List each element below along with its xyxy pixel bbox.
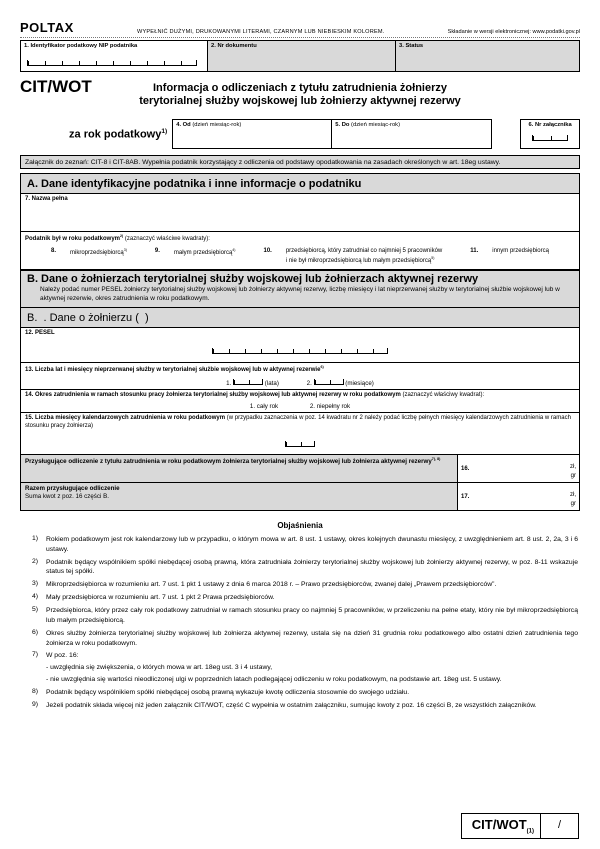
- status-label: 3. Status: [399, 43, 424, 49]
- deduction-currency: zł, gr: [570, 464, 576, 479]
- date-from-field[interactable]: [172, 119, 332, 149]
- form-title-line2: terytorialnej służby wojskowej lub żołnierzy aktywnej rezerwy: [139, 94, 461, 107]
- service-duration-field: [21, 363, 579, 390]
- service-duration-inputs: [25, 379, 575, 387]
- taxpayer-status-row: [21, 232, 579, 270]
- footnotes-title: Objaśnienia: [277, 520, 323, 530]
- footnotes-list: [20, 535, 580, 711]
- footnote-item: 6) Okres służby żołnierza terytorialnej służby wojskowej lub żołnierza aktywnej rezerwy, ustala się na dzień 31 grudnia roku podatkowego albo ostatni dzień zatrudnienia tego żołnierza w roku podatkowym.: [32, 628, 578, 647]
- months-comb[interactable]: [314, 379, 344, 385]
- checkbox-option-other-label: innym przedsiębiorcą: [492, 247, 549, 254]
- employment-months-label: 15. Liczba miesięcy kalendarzowych zatrudnienia w roku podatkowym (w przypadku zaznaczenia w poz. 14 kwadratu nr 2 należy podać liczbę pełnych miesięcy kalendarzowych zatrudnienia w ramach stosunku pracy żołnierza): [25, 415, 571, 430]
- attachment-number-label: 6. Nr załącznika: [528, 122, 572, 128]
- pesel-digit-comb[interactable]: [212, 348, 388, 354]
- checkbox-option-5plus-label: przedsiębiorcą, który zatrudniał co najmniej 5 pracowników i nie był mikroprzedsiębiorcą lub małym przedsiębiorcą$^{5)}$: [285, 247, 443, 264]
- total-deduction-label-cell: Razem przysługujące odliczenie Suma kwot z poz. 16 części B.: [21, 483, 458, 510]
- deduction-number: 16.: [461, 465, 470, 472]
- date-from-hint: (dzień miesiąc-rok): [190, 122, 242, 128]
- footer-form-code: CIT/$WOT_{(1)}$: [471, 817, 534, 835]
- footnote-item: 2) Podatnik będący wspólnikiem spółki niebędącej osobą prawną, która zatrudniała żołnierzy terytorialnej służby wojskowej lub żołnierzy aktywnej rezerwy, w poz. 8-11 wskazuje status tej spółki.: [32, 557, 578, 576]
- total-deduction-currency: zł, gr: [570, 492, 576, 507]
- section-b-title: B. Dane o żołnierzach terytorialnej służby wojskowej lub żołnierzach aktywnej rezerwy: [27, 273, 479, 286]
- nip-field[interactable]: [20, 40, 208, 72]
- years-comb[interactable]: [233, 379, 263, 385]
- form-code: CIT/WOT: [20, 77, 92, 96]
- footer-form-code-box: [461, 813, 579, 839]
- date-to-field[interactable]: [332, 119, 492, 149]
- employment-months-field: [21, 413, 579, 455]
- full-name-label: 7. Nazwa pełna: [25, 196, 68, 202]
- checkbox-option-small-label: małym przedsiębiorcą$^{4)}$: [173, 247, 236, 256]
- pesel-label: 12. PESEL: [25, 329, 55, 336]
- checkbox-option-5plus[interactable]: 10. przedsiębiorcą, który zatrudniał co najmniej 5 pracowników i nie był mikroprzedsiębiorcą lub małym przedsiębiorcą$^{5)}$: [263, 247, 443, 264]
- partial-year-option[interactable]: 2. niepełny rok: [309, 403, 351, 411]
- years-input-group[interactable]: 1. (lata): [226, 379, 279, 387]
- poltax-logo: POLTAX: [20, 20, 74, 35]
- checkbox-option-other[interactable]: 11. innym przedsiębiorcą: [470, 248, 549, 266]
- deduction-label-cell: Przysługujące odliczenie z tytułu zatrudnienia w roku podatkowym żołnierza terytorialnej służby wojskowej lub żołnierza aktywnej rezerwy$^{7), 8)}$: [21, 455, 458, 482]
- footer-page-number: /: [540, 814, 578, 838]
- employment-period-options: [25, 403, 575, 410]
- soldier-subsection-header: B. . Dane o żołnierzu ( ): [21, 308, 579, 328]
- employment-period-label: 14. Okres zatrudnienia w ramach stosunku pracy żołnierza terytorialnej służby wojskowej lub aktywnej rezerwy w roku podatkowym (zaznaczyć właściwy kwadrat):: [25, 391, 485, 398]
- status-field: [396, 40, 580, 72]
- date-to-label: 5. Do: [335, 122, 350, 128]
- attachment-note-bar: Załącznik do zeznań: CIT-8 i CIT-8AB. Wypełnia podatnik korzystający z odliczenia od podstawy opodatkowania na zasadach określonych w art. 18eg ustawy.: [20, 155, 580, 169]
- deduction-value-cell[interactable]: [458, 455, 579, 482]
- attachment-number-comb[interactable]: [532, 135, 568, 141]
- deduction-row: [21, 455, 579, 483]
- total-deduction-value-cell[interactable]: [458, 483, 579, 510]
- nip-label: 1. Identyfikator podatkowy NIP podatnika: [24, 43, 138, 49]
- tax-year-label: za rok podatkowy$^{1)}$: [69, 128, 168, 141]
- fill-instruction: WYPEŁNIĆ DUŻYMI, DRUKOWANYMI LITERAMI, CZARNYM LUB NIEBIESKIM KOLOREM.: [136, 29, 385, 35]
- footnote-item: 9) Jeżeli podatnik składa więcej niż jeden załącznik CIT/WOT, część C wypełnia w ostatnim załączniku, sumując kwoty z poz. 16 części B, ze wszystkich załączników.: [32, 700, 537, 709]
- section-b-note: Należy podać numer PESEL żołnierzy terytorialnej służby wojskowej lub żołnierzy aktywnej rezerwy, liczbę miesięcy i lat nieprzerwanej służby w terytorialnej służbie wojskowej lub w aktywnej rezerwie, okres zatrudnienia w roku podatkowym.: [40, 286, 560, 303]
- efiling-note: Składanie w wersji elektronicznej: www.podatki.gov.pl: [447, 29, 580, 35]
- checkbox-option-small[interactable]: 9. małym przedsiębiorcą$^{4)}$: [155, 248, 236, 266]
- title-band: [20, 75, 580, 113]
- form-title-line1: Informacja o odliczeniach z tytułu zatrudnienia żołnierzy: [153, 82, 447, 94]
- nip-digit-comb[interactable]: [27, 60, 197, 66]
- checkbox-option-micro-label: mikroprzedsiębiorcą$^{3)}$: [70, 247, 127, 256]
- taxpayer-status-label: Podatnik był w roku podatkowym$^{2)}$ (zaznaczyć właściwe kwadraty):: [25, 234, 210, 242]
- footnote-item: 7) W poz. 16: - uwzględnia się zwiększenia, o których mowa w art. 18eg ust. 3 i 4 ustawy, - nie uwzględnia się wartości nieodliczonej ulgi w poprzednich latach podlegającej odliczeniu w roku podatkowym, na podstawie art. 18eg ust. 5 ustawy.: [20, 651, 580, 685]
- months-input-group[interactable]: 2. (miesiące): [306, 379, 374, 387]
- full-name-field[interactable]: [21, 194, 579, 232]
- id-boxes-row: [20, 40, 580, 72]
- form-title: [20, 75, 580, 107]
- section-b-header: [21, 270, 579, 308]
- document-number-label: 2. Nr dokumentu: [211, 43, 257, 49]
- employment-period-field: [21, 390, 579, 414]
- footnote-item: 3) Mikroprzedsiębiorca w rozumieniu art. 7 ust. 1 pkt 1 ustawy z dnia 6 marca 2018 r. – Prawo przedsiębiorców, zwanej dalej „Prawem przedsiębiorców”.: [32, 580, 497, 589]
- section-a-header: A. Dane identyfikacyjne podatnika i inne informacje o podatniku: [21, 174, 579, 194]
- date-from-label: 4. Od: [176, 122, 191, 128]
- date-to-hint: (dzień miesiąc-rok): [349, 122, 401, 128]
- service-duration-label: 13. Liczba lat i miesięcy nieprzerwanej służby w terytorialnej służbie wojskowej lub w aktywnej rezerwie$^{6)}$: [25, 364, 324, 373]
- attachment-number-field[interactable]: [520, 119, 580, 149]
- footnote-item: 4) Mały przedsiębiorca w rozumieniu art. 7 ust. 1 pkt 2 Prawa przedsiębiorców.: [32, 593, 275, 602]
- full-year-option[interactable]: 1. cały rok: [249, 403, 279, 411]
- top-header: [20, 20, 580, 38]
- checkbox-option-micro[interactable]: 8. mikroprzedsiębiorcą$^{3)}$: [51, 248, 127, 266]
- employment-months-comb[interactable]: [285, 441, 315, 447]
- main-form-table: [20, 173, 580, 511]
- document-number-field: [208, 40, 396, 72]
- footnote-item: 1) Rokiem podatkowym jest rok kalendarzowy lub w przypadku, o którym mowa w art. 8 ust. 1 ustawy, okres kolejnych dwunastu miesięcy, z uwzględnieniem art. 8 ust. 2, 2a, 3 i 6 ustawy.: [32, 534, 578, 553]
- total-deduction-number: 17.: [461, 493, 470, 500]
- pesel-field[interactable]: [21, 328, 579, 363]
- tax-year-row: [20, 119, 580, 149]
- taxpayer-status-options: [51, 248, 575, 266]
- footnote-item: 5) Przedsiębiorca, który przez cały rok podatkowy zatrudniał w ramach stosunku pracy co najmniej 5 pracowników, w przeliczeniu na pełne etaty, który nie był mikroprzedsiębiorcą lub małym przedsiębiorcą.: [32, 605, 578, 624]
- footnote-7-body: W poz. 16: - uwzględnia się zwiększenia, o których mowa w art. 18eg ust. 3 i 4 ustawy, - nie uwzględnia się wartości nieodliczonej ulgi w poprzednich latach podlegającej odliczeniu w roku podatkowym, na podstawie art. 18eg ust. 5 ustawy.: [46, 652, 502, 684]
- footnote-item: 8) Podatnik będący wspólnikiem spółki niebędącej osobą prawną wykazuje kwotę odliczenia stosownie do swojego udziału.: [32, 687, 410, 696]
- total-deduction-row: [21, 483, 579, 510]
